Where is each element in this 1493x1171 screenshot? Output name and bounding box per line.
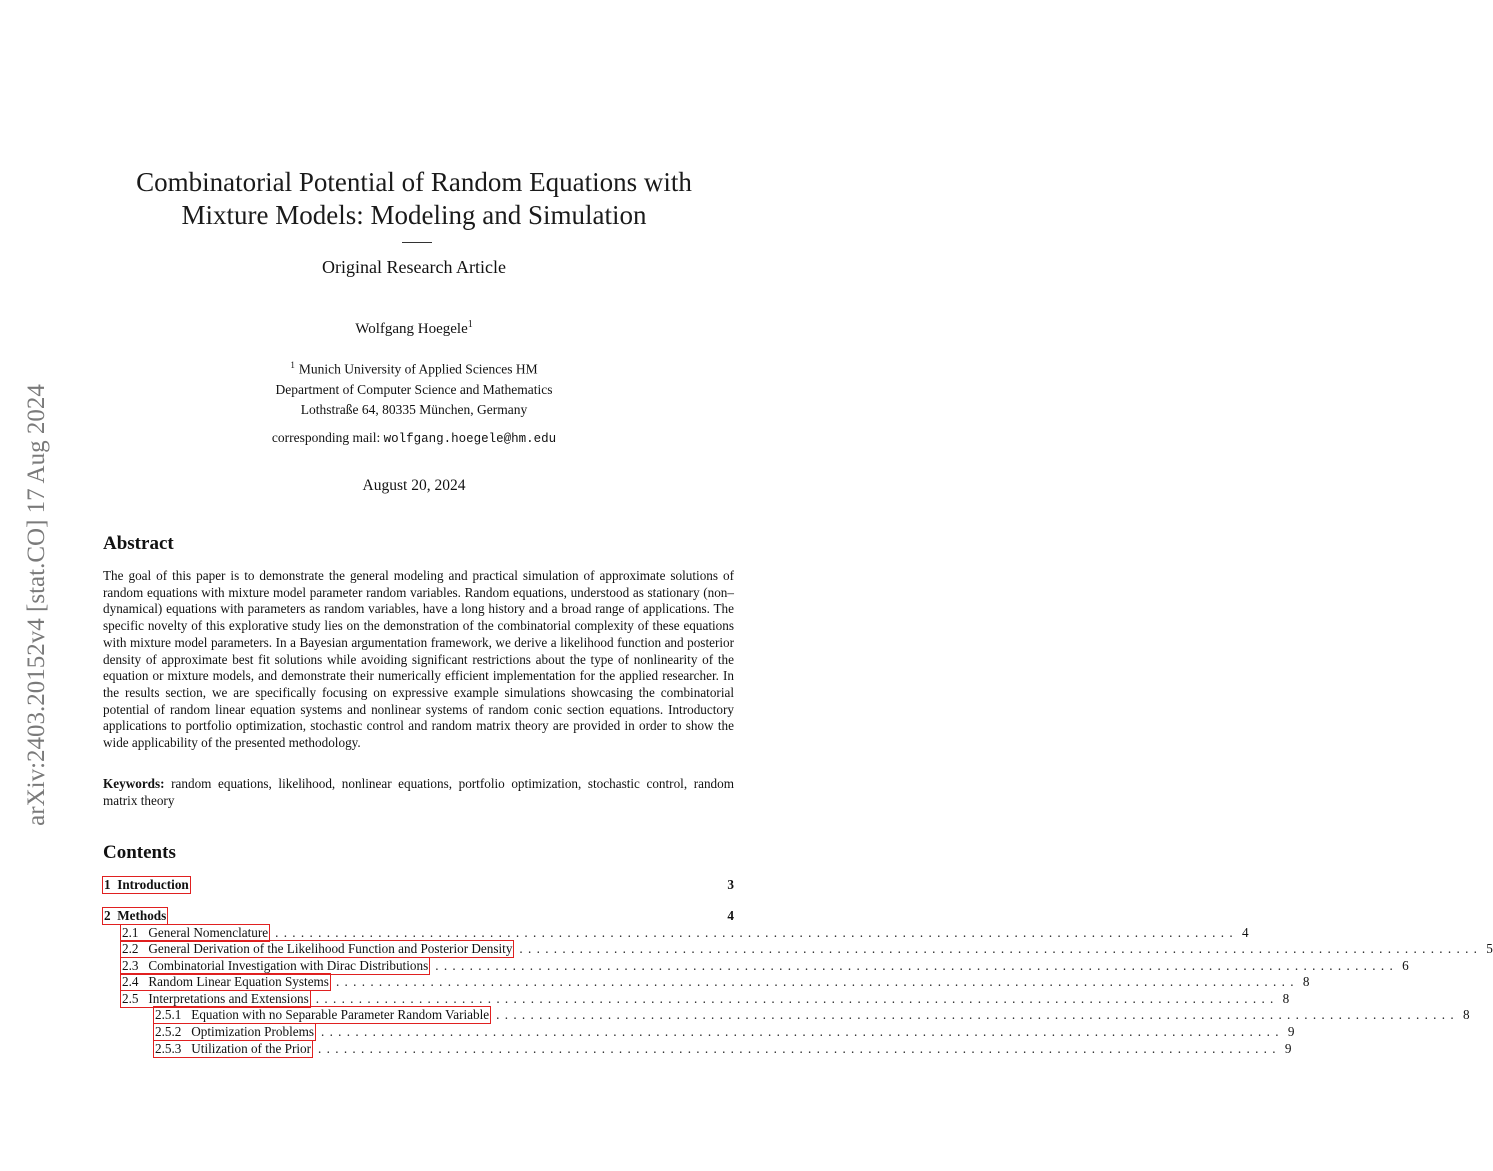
toc-leader: ................................................................................................................: [335, 974, 1299, 989]
toc-number: 2.5: [122, 991, 139, 1006]
title-divider: [402, 242, 432, 243]
toc-entry[interactable]: [121, 958, 1409, 974]
author-affiliation-mark: 1: [467, 319, 473, 330]
keywords-label: Keywords:: [103, 776, 165, 791]
toc-link[interactable]: [154, 1024, 315, 1040]
toc-link[interactable]: [154, 1007, 490, 1023]
toc-page: 9: [1287, 1024, 1295, 1039]
paper-date: August 20, 2024: [362, 477, 466, 494]
corresponding-mail: [0, 430, 828, 446]
title-line-1: Combinatorial Potential of Random Equations with: [136, 167, 692, 197]
author-name: Wolfgang Hoegele: [355, 321, 468, 337]
toc-entry[interactable]: [103, 877, 734, 893]
toc-page: 8: [1282, 991, 1290, 1006]
title-line-2: Mixture Models: Modeling and Simulation: [181, 200, 647, 230]
toc-page: 3: [727, 877, 734, 892]
affiliation-mark: 1: [290, 360, 295, 370]
contents-heading: Contents: [103, 842, 176, 863]
paper-title: [0, 166, 828, 232]
toc-link[interactable]: [121, 925, 269, 941]
toc-number: 2.4: [122, 974, 139, 989]
toc-entry[interactable]: [121, 991, 1290, 1007]
toc-link[interactable]: [121, 974, 330, 990]
toc-label: General Nomenclature: [148, 925, 269, 940]
toc-entry[interactable]: [103, 908, 734, 924]
author: [0, 319, 828, 338]
toc-leader: ................................................................................................................: [320, 1024, 1284, 1039]
toc-label: Methods: [117, 908, 167, 923]
article-type: Original Research Article: [322, 257, 506, 277]
toc-number: 2.2: [122, 941, 139, 956]
toc-link[interactable]: [121, 991, 310, 1007]
toc-number: 2.5.1: [155, 1007, 182, 1022]
toc-page: 9: [1284, 1041, 1292, 1056]
toc-number: 2.3: [122, 958, 139, 973]
toc-link[interactable]: [121, 941, 513, 957]
abstract-text: The goal of this paper is to demonstrate the general modeling and practical simulation of approximate solutions of random equations with mixture model parameter random variables. Random equations, understood as stationary (non–dynamical) equations with parameters as random variables, have a long history and a broad range of applications. The specific novelty of this explorative study lies on the demonstration of the combinatorial complexity of these equations with mixture model parameters. In a Bayesian argumentation framework, we derive a likelihood function and posterior density of approximate best fit solutions while avoiding significant restrictions about the type of nonlinearity of the equation or mixture models, and demonstrate their numerically efficient implementation for the applied researcher. In the results section, we are specifically focusing on expressive example simulations showcasing the combinatorial potential of random linear equation systems and nonlinear systems of random conic section equations. Introductory applications to portfolio optimization, stochastic control and random matrix theory are provided in order to show the wide applicability of the presented methodology.: [103, 568, 734, 751]
keywords-text: random equations, likelihood, nonlinear equations, portfolio optimization, stochastic control, random matrix theory: [103, 776, 734, 808]
toc-leader: ................................................................................................................: [315, 991, 1279, 1006]
mail-address[interactable]: wolfgang.hoegele@hm.edu: [383, 432, 557, 446]
toc-page: 6: [1402, 958, 1409, 973]
toc-entry[interactable]: [121, 925, 1249, 941]
toc-number: 2.1: [122, 925, 139, 940]
toc-leader: ................................................................................................................: [519, 941, 1483, 956]
toc-page: 8: [1462, 1007, 1470, 1022]
toc-link[interactable]: [121, 958, 429, 974]
toc-page: 4: [727, 908, 734, 923]
affiliation-line-3: Lothstraße 64, 80335 München, Germany: [300, 401, 528, 417]
toc-entry[interactable]: [121, 941, 1493, 957]
abstract-heading: Abstract: [103, 533, 174, 554]
toc-leader: ................................................................................................................: [275, 925, 1238, 940]
affiliation: [0, 355, 828, 420]
toc-label: Combinatorial Investigation with Dirac Distributions: [148, 958, 429, 973]
toc-page: 8: [1302, 974, 1310, 989]
toc-link[interactable]: [103, 877, 190, 893]
toc-page: 4: [1241, 925, 1249, 940]
mail-label: corresponding mail:: [271, 430, 381, 445]
toc-leader: ................................................................................................................: [496, 1007, 1459, 1022]
toc-label: Optimization Problems: [191, 1024, 314, 1039]
toc-label: Interpretations and Extensions: [148, 991, 309, 1006]
toc-label: Equation with no Separable Parameter Random Variable: [191, 1007, 490, 1022]
toc-entry[interactable]: [154, 1007, 1470, 1023]
toc-link[interactable]: [103, 908, 167, 924]
toc-entry[interactable]: [154, 1041, 1292, 1057]
toc-leader: ................................................................................................................: [435, 958, 1399, 973]
toc-page: 5: [1486, 941, 1493, 956]
arxiv-stamp: arXiv:2403.20152v4 [stat.CO] 17 Aug 2024: [23, 384, 50, 826]
affiliation-line-2: Department of Computer Science and Mathematics: [275, 381, 553, 397]
toc-number: 2.5.3: [155, 1041, 182, 1056]
toc-number: 2: [104, 908, 111, 923]
toc-number: 1: [104, 877, 111, 892]
toc-label: Utilization of the Prior: [191, 1041, 312, 1056]
affiliation-line-1: Munich University of Applied Sciences HM: [298, 361, 538, 377]
toc-number: 2.5.2: [155, 1024, 182, 1039]
toc-label: Introduction: [117, 877, 189, 892]
toc-label: Random Linear Equation Systems: [148, 974, 329, 989]
toc-leader: ................................................................................................................: [318, 1041, 1281, 1056]
toc-link[interactable]: [154, 1041, 312, 1057]
toc-label: General Derivation of the Likelihood Function and Posterior Density: [148, 941, 513, 956]
toc-entry[interactable]: [154, 1024, 1295, 1040]
keywords: [103, 776, 734, 809]
toc-entry[interactable]: [121, 974, 1310, 990]
